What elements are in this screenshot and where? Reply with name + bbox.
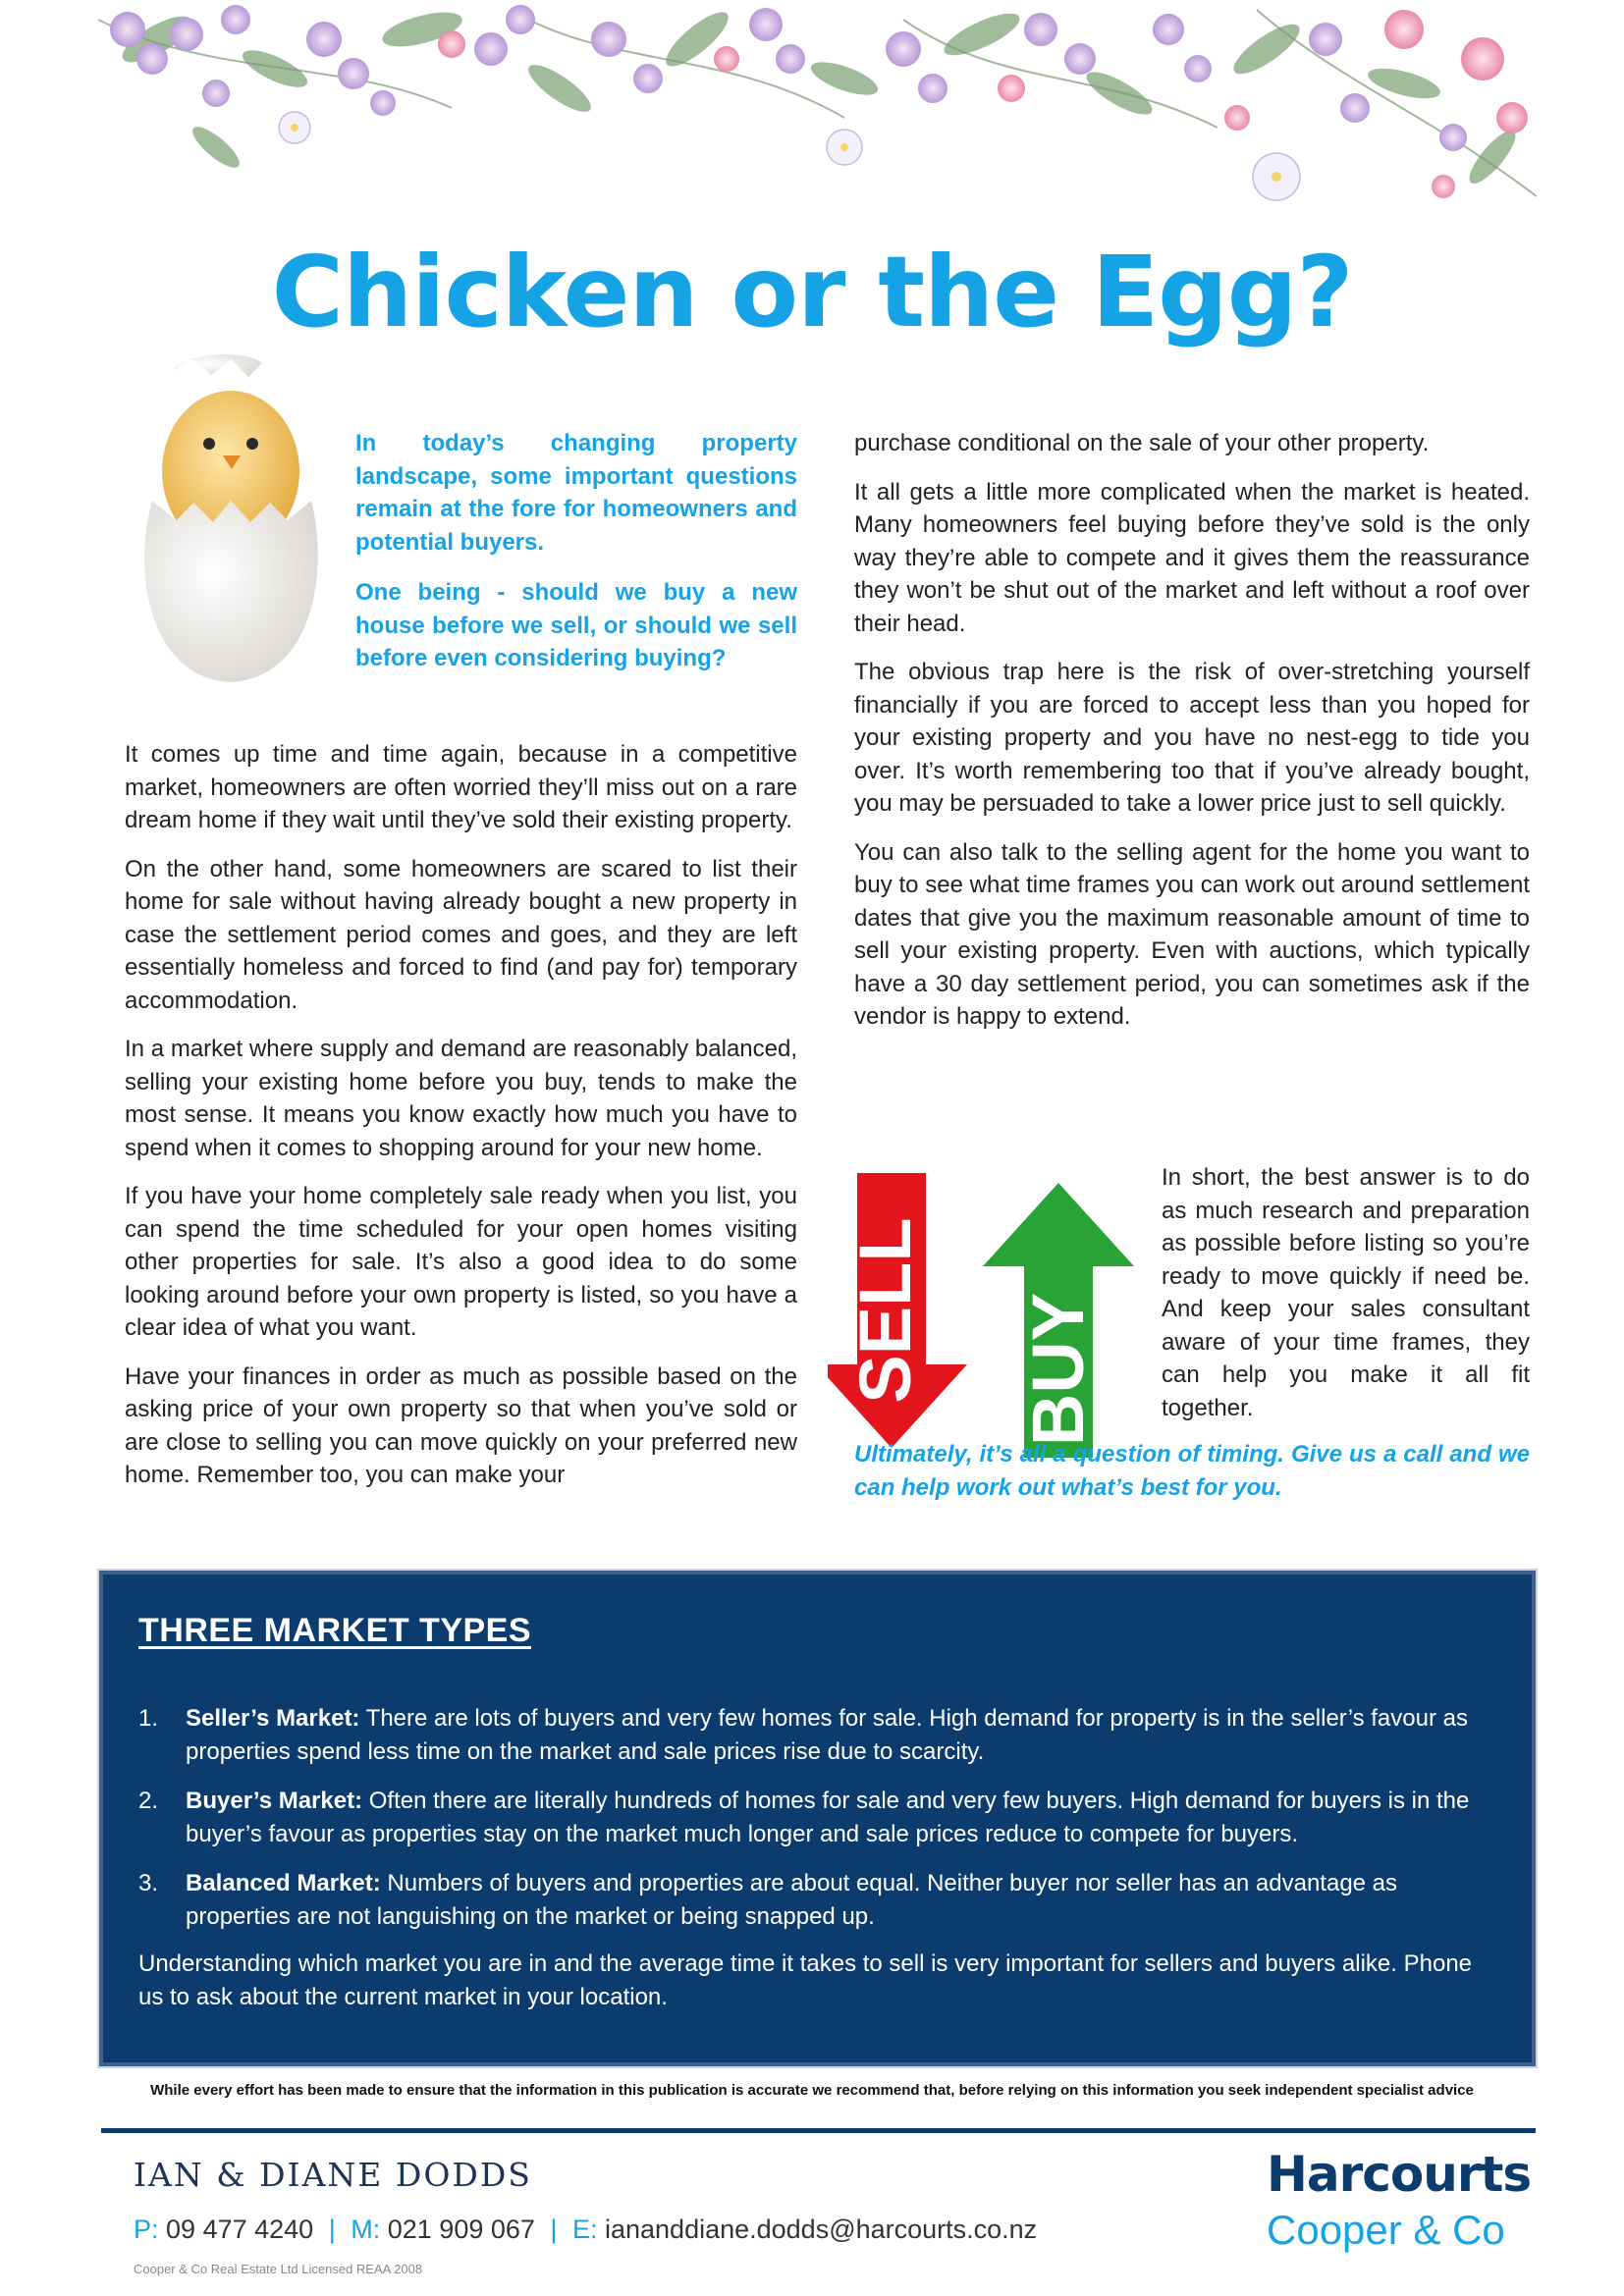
market-types-box (99, 1571, 1536, 2066)
market-type-description: There are lots of buyers and very few homes for sale. High demand for property is in the seller’s favour as properties spend less time on the market and sale prices rise due to scarcity. (186, 1705, 1468, 1765)
market-type-description: Often there are literally hundreds of homes for sale and very few buyers. High demand for buyers is in the buyer’s favour as properties stay on the market much longer and sale prices reduce to compete for buyers. (186, 1788, 1470, 1847)
chick-in-egg-illustration (133, 353, 339, 687)
right-column (854, 427, 1530, 1049)
brand-logo-name: Harcourts (1267, 2146, 1532, 2203)
body-paragraph: It all gets a little more complicated when the market is heated. Many homeowners feel buying before they’ve sold is the only way they’re able to compete and it gives them the reassurance they won’t be shut out of the market and left without a roof over their head. (854, 478, 1530, 637)
list-number: 2. (138, 1788, 159, 1814)
mobile-label: M: (351, 2215, 381, 2244)
short-answer-text (1162, 1161, 1530, 1440)
sell-label: SELL (844, 1217, 926, 1404)
market-type-item (138, 1702, 1493, 1769)
body-paragraph: On the other hand, some homeowners are scared to list their home for sale without having already bought a new property in case the settlement period comes and goes, and they are left essentially homeless and forced to find (and pay for) temporary accommodation. (125, 855, 797, 1014)
body-paragraph: It comes up time and time again, because in a competitive market, homeowners are often worried they’ll miss out on a rare dream home if they wait until they’ve sold their existing property. (125, 741, 797, 833)
mobile-number[interactable]: 021 909 067 (387, 2215, 535, 2244)
list-number: 3. (138, 1870, 159, 1896)
body-paragraph: purchase conditional on the sale of your other property. (854, 430, 1430, 456)
body-paragraph: The obvious trap here is the risk of over-stretching yourself financially if you are forced to accept less than you hoped for your existing property and you have no nest-egg to tide you over. It’s worth remembering too that if you’ve already bought, you may be persuaded to take a lower price just to sell quickly. (854, 659, 1530, 817)
market-types-outro: Understanding which market you are in and the average time it takes to sell is very important for sellers and buyers alike. Phone us to ask about the current market in your location. (138, 1950, 1473, 2010)
intro-text (355, 427, 797, 693)
market-type-term: Balanced Market: (186, 1870, 381, 1896)
market-type-term: Buyer’s Market: (186, 1788, 363, 1814)
phone-number[interactable]: 09 477 4240 (166, 2215, 314, 2244)
phone-label: P: (134, 2215, 159, 2244)
separator: | (550, 2215, 558, 2244)
intro-paragraph: One being - should we buy a new house before we sell, or should we sell before even considering buying? (355, 579, 797, 671)
market-type-item (138, 1785, 1493, 1851)
email-label: E: (571, 2215, 598, 2244)
market-types-heading: THREE MARKET TYPES (138, 1612, 532, 1649)
email-address[interactable]: iananddiane.dodds@harcourts.co.nz (604, 2215, 1038, 2244)
page-title: Chicken or the Egg? (271, 235, 1353, 349)
footer-divider (101, 2128, 1536, 2133)
disclaimer: While every effort has been made to ensure that the information in this publication is accurate we recommend that, before relying on this information you seek independent specialist advice (150, 2082, 1474, 2099)
closing-call-to-action: Ultimately, it’s all a question of timing. Give us a call and we can help work out what’s best for you. (854, 1441, 1530, 1501)
floral-header-illustration (98, 0, 1537, 231)
sell-buy-arrows (828, 1173, 1152, 1468)
body-paragraph: Have your finances in order as much as possible based on the asking price of your own property so that when you’ve sold or are close to selling you can move quickly on your preferred new home. Remember too, you can make your (125, 1362, 797, 1488)
agent-name: IAN & DIANE DODDS (134, 2156, 532, 2194)
market-type-description: Numbers of buyers and properties are about equal. Neither buyer nor seller has an advantage as properties are not languishing on the market or being snapped up. (186, 1870, 1398, 1930)
market-type-term: Seller’s Market: (186, 1705, 360, 1732)
brand-logo-subtitle: Cooper & Co (1267, 2207, 1505, 2253)
body-paragraph: In a market where supply and demand are reasonably balanced, selling your existing home before you buy, tends to make the most sense. It means you know exactly how much you have to spend when it comes to shopping around for your new home. (125, 1036, 797, 1161)
list-number: 1. (138, 1705, 159, 1732)
market-types-list (138, 1702, 1493, 1949)
body-paragraph: You can also talk to the selling agent for the home you want to buy to see what time frames you can work out around settlement dates that give you the maximum reasonable amount of time to sell your existing property. Even with auctions, which typically have a 30 day settlement period, you can sometimes ask if the vendor is happy to extend. (854, 838, 1530, 1030)
left-column (125, 738, 797, 1508)
contact-details (134, 2215, 1037, 2245)
licence-text: Cooper & Co Real Estate Ltd Licensed REAA 2008 (134, 2262, 423, 2276)
body-paragraph: If you have your home completely sale ready when you list, you can spend the time scheduled for your open homes visiting other properties for sale. It’s also a good idea to do some looking around before your own property is listed, so you have a clear idea of what you want. (125, 1183, 797, 1341)
separator: | (328, 2215, 336, 2244)
market-type-item (138, 1867, 1493, 1934)
body-paragraph: In short, the best answer is to do as much research and preparation as possible before listing so you’re ready to move quickly if need be. And keep your sales consultant aware of your time frames, they can help you make it all fit together. (1162, 1164, 1530, 1421)
intro-paragraph: In today’s changing property landscape, some important questions remain at the fore for homeowners and potential buyers. (355, 430, 797, 556)
buy-label: BUY (1017, 1292, 1099, 1447)
